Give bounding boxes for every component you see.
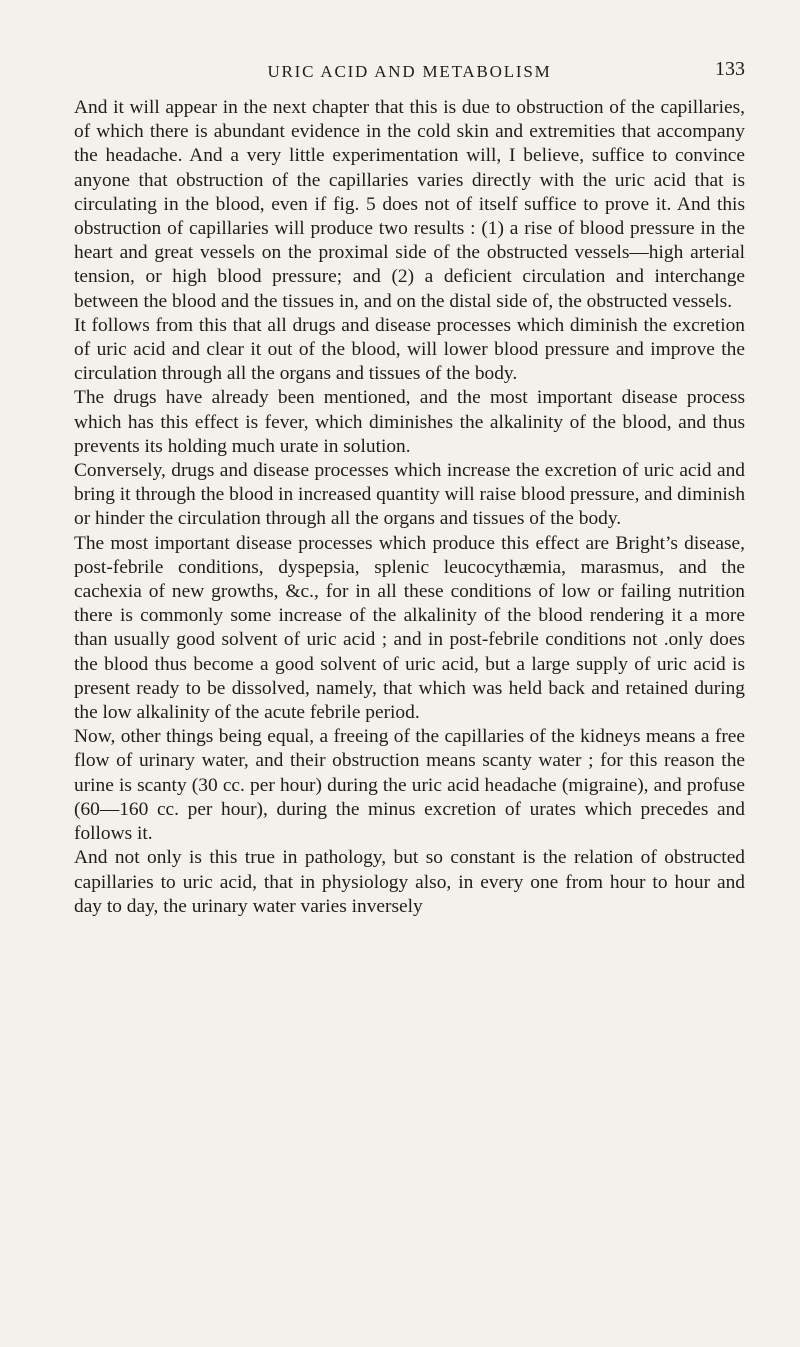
page-number: 133 — [715, 58, 745, 80]
running-title: URIC ACID AND METABOLISM — [267, 62, 552, 81]
page-header — [74, 58, 745, 86]
paragraph: It follows from this that all drugs and disease processes which diminish the excretion of uric acid and clear it out of the blood, will lower blood pressure and improve the circulation through all the organs and tissues of the body. — [74, 314, 745, 385]
body-text — [74, 96, 745, 919]
paragraph: And it will appear in the next chapter that this is due to obstruction of the capillaries, of which there is abundant evidence in the cold skin and extremities that accompany the headache. And a very little experimentation will, I believe, suffice to convince anyone that obstruction of the capillaries varies directly with the uric acid that is circulating in the blood, even if fig. 5 does not of itself suffice to prove it. And this obstruction of capillaries will produce two results : (1) a rise of blood pressure in the heart and great vessels on the proximal side of the obstructed vessels—high arterial tension, or high blood pressure; and (2) a deficient circulation and interchange between the blood and the tissues in, and on the distal side of, the obstructed vessels. — [74, 97, 745, 312]
paragraph: Conversely, drugs and disease processes which increase the excretion of uric acid and bring it through the blood in increased quantity will raise blood pressure, and diminish or hinder the circulation through all the organs and tissues of the body. — [74, 460, 746, 530]
paragraph: The most important disease processes which produce this effect are Bright’s disease, post-febrile conditions, dyspepsia, splenic leucocythæmia, marasmus, and the cachexia of new growths, &c., for in all these conditions of low or failing nutrition there is commonly some increase of the alkalinity of the blood rendering it a more than usually good solvent of uric acid ; and in post-febrile conditions not .only does the blood thus become a good solvent of uric acid, but a large supply of uric acid is present ready to be dissolved, namely, that which was held back and retained during the low alkalinity of the acute febrile period. — [74, 532, 745, 724]
paragraph: And not only is this true in pathology, but so constant is the relation of obstructed capillaries to uric acid, that in physiology also, in every one from hour to hour and day to day, the urinary water varies inversely — [74, 847, 745, 917]
paragraph: Now, other things being equal, a freeing of the capillaries of the kidneys means a free flow of urinary water, and their obstruction means scanty water ; for this reason the urine is scanty (30 cc. per hour) during the uric acid headache (migraine), and profuse (60—160 cc. per hour), during the minus excretion of urates which precedes and follows it. — [74, 726, 745, 845]
paragraph: The drugs have already been mentioned, and the most important disease process which has this effect is fever, which diminishes the alkalinity of the blood, and thus prevents its holding much urate in solution. — [74, 387, 745, 457]
